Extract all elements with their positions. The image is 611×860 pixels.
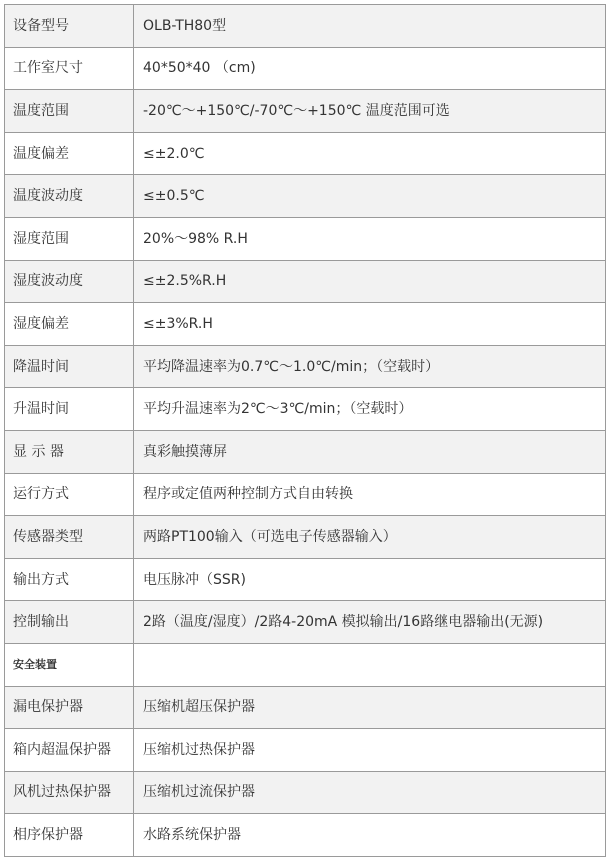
row-label: 相序保护器 [5,814,134,857]
row-value: 压缩机超压保护器 [134,686,606,729]
row-label: 输出方式 [5,558,134,601]
row-value: ≤±2.5%R.H [134,260,606,303]
row-label: 传感器类型 [5,516,134,559]
row-label: 显 示 器 [5,430,134,473]
table-row [5,729,606,772]
row-label: 降温时间 [5,345,134,388]
spec-table [4,4,606,857]
table-row [5,132,606,175]
table-row [5,5,606,48]
row-label: 温度偏差 [5,132,134,175]
row-label: 升温时间 [5,388,134,431]
table-row [5,771,606,814]
table-row [5,47,606,90]
row-value: -20℃～+150℃/-70℃～+150℃ 温度范围可选 [134,90,606,133]
row-value: ≤±0.5℃ [134,175,606,218]
table-row [5,90,606,133]
row-label: 控制输出 [5,601,134,644]
row-label: 设备型号 [5,5,134,48]
row-value: 水路系统保护器 [134,814,606,857]
row-label: 箱内超温保护器 [5,729,134,772]
table-row [5,303,606,346]
row-value: 2路（温度/湿度）/2路4-20mA 模拟输出/16路继电器输出(无源) [134,601,606,644]
row-label: 运行方式 [5,473,134,516]
row-label: 漏电保护器 [5,686,134,729]
row-label: 湿度波动度 [5,260,134,303]
row-value: 两路PT100输入（可选电子传感器输入） [134,516,606,559]
row-value [134,643,606,686]
row-label: 温度范围 [5,90,134,133]
table-row [5,345,606,388]
table-row-section-header [5,643,606,686]
row-value: 压缩机过热保护器 [134,729,606,772]
table-row [5,558,606,601]
row-value: ≤±3%R.H [134,303,606,346]
table-row [5,601,606,644]
section-label: 安全装置 [5,643,134,686]
table-row [5,814,606,857]
row-label: 湿度范围 [5,217,134,260]
row-value: 平均降温速率为0.7℃～1.0℃/min；（空载时） [134,345,606,388]
row-value: 程序或定值两种控制方式自由转换 [134,473,606,516]
row-label: 风机过热保护器 [5,771,134,814]
row-value: 20%～98% R.H [134,217,606,260]
table-row [5,388,606,431]
table-row [5,175,606,218]
row-value: 压缩机过流保护器 [134,771,606,814]
row-value: ≤±2.0℃ [134,132,606,175]
table-row [5,516,606,559]
row-value: 平均升温速率为2℃～3℃/min；（空载时） [134,388,606,431]
row-label: 工作室尺寸 [5,47,134,90]
row-label: 湿度偏差 [5,303,134,346]
table-row [5,217,606,260]
table-row [5,473,606,516]
row-value: 40*50*40 （cm) [134,47,606,90]
row-value: 电压脉冲（SSR) [134,558,606,601]
table-row [5,260,606,303]
row-label: 温度波动度 [5,175,134,218]
table-row [5,686,606,729]
row-value: OLB-TH80型 [134,5,606,48]
row-value: 真彩触摸薄屏 [134,430,606,473]
table-row [5,430,606,473]
